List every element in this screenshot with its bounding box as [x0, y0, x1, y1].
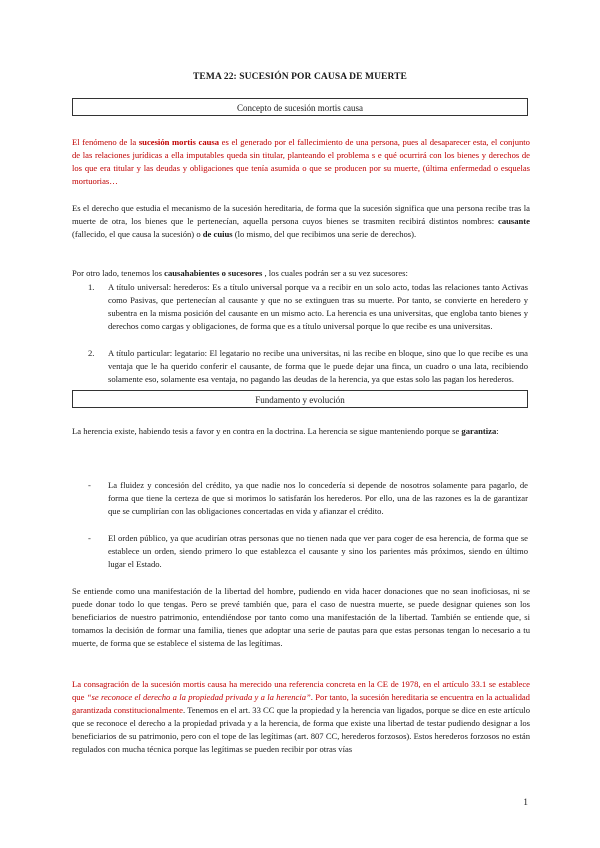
text-run: Por otro lado, tenemos los [72, 268, 165, 278]
list-number: 1. [88, 282, 95, 292]
list-dash: - [88, 533, 91, 543]
paragraph-causahabientes [72, 267, 530, 280]
text-run: es el generado por el fallecimiento de una persona, pues al desaparecer esta, el conjunto de las relaciones jurídicas a ella imputables queda sin titular, planteando el problema s e qué ocurrirá con los bienes y derechos de los que era titular y las deudas y obligaciones que tenía asumida o que se producen por su muerte, (última enfermedad o esquelas mortuorias… [72, 137, 530, 186]
paragraph-libertad: Se entiende como una manifestación de la libertad del hombre, pudiendo en vida hacer donaciones que no sean inoficiosas, ni se puede donar todo lo que tengas. Pero se prevé también que, para el caso de nuestra muerte, se puede designar quienes son los beneficiarios de nuestro patrimonio, entendiéndose por tanto como una manifestación de la libertad. También se entiende que, si tomamos la decisión de formar una familia, tienes que adoptar una serie de pautas para que estas personas tengan lo necesario a tu muerte, de forma que se establece el sistema de las legítimas. [72, 586, 530, 648]
text-run: El fenómeno de la [72, 137, 139, 147]
text-run: La consagración de la sucesión mortis causa ha merecido una referencia concreta en la CE de 1978, en el artículo 33.1 se establece que [72, 679, 530, 702]
text-run: (lo mismo, del que recibimos una serie de derechos). [232, 229, 417, 239]
text-run: . Por tanto, la sucesión hereditaria se encuentra en la actualidad garantizada constitucionalmente [72, 692, 530, 715]
bold-term: garantiza [461, 426, 497, 436]
bold-term: sucesión mortis causa [138, 137, 220, 147]
bold-term: causante [498, 216, 530, 226]
text-run: . Tenemos en el art. 33 CC que la propiedad y la herencia van ligados, porque se dice en este artículo que se reconoce el derecho a la propiedad privada y a la herencia, de forma que existe una libertad de testar pudiendo designar a los beneficiarios de su patrimonio, pero con el tope de las legítimas (art. 807 CC, herederos forzosos). Estos herederos forzosos no están regulados con mucha técnica porque las legítimas se pueden recibir por otras vías [72, 705, 530, 754]
section-heading-fundamento: Fundamento y evolución [72, 390, 528, 408]
paragraph-consagracion [72, 678, 530, 756]
text-run: : [496, 426, 499, 436]
section-heading-concepto: Concepto de sucesión mortis causa [72, 98, 528, 116]
bold-term: de cuius [202, 229, 233, 239]
paragraph-mortis-causa [72, 136, 530, 188]
text-run: Es el derecho que estudia el mecanismo de la sucesión hereditaria, de forma que la sucesión significa que una persona recibe tras la muerte de otra, los bienes que le pertenecían, aquella persona cuyos bienes se trasmiten recibirá distintos nombres: [72, 203, 530, 226]
page-number: 1 [523, 798, 528, 808]
list-text: A título universal: herederos: Es a título universal porque va a recibir en un solo acto, todas las relaciones tanto Activas como Pasivas, que pertenecían al causante y que no se extinguen tras su muerte. Por tanto, se convierte en heredero y subentra en la misma posición del causante en un mismo acto. La herencia es una universitas, que engloba tanto bienes y derechos como cargas y obligaciones, de forma que es a título universal porque lo que recibe es una universitas. [108, 282, 528, 331]
text-run: , los cuales podrán ser a su vez sucesores: [262, 268, 408, 278]
text-run: (fallecido, el que causa la sucesión) o [72, 229, 203, 239]
paragraph-herencia-existe [72, 425, 530, 438]
document-title: TEMA 22: SUCESIÓN POR CAUSA DE MUERTE [193, 72, 407, 82]
quote-text: “se reconoce el derecho a la propiedad privada y a la herencia” [86, 692, 311, 702]
bold-term: causahabientes o sucesores [164, 268, 263, 278]
list-text: La fluidez y concesión del crédito, ya que nadie nos lo concedería si depende de nosotros solamente para pagarlo, de forma que tiene la certeza de que si morimos lo satisfarán los herederos. Por ello, una de las razones es la de garantizar que se cumplirían con las obligaciones concertadas en vida y afianzar el crédito. [108, 480, 528, 516]
list-number: 2. [88, 348, 95, 358]
list-dash: - [88, 480, 91, 490]
paragraph-derecho-sucesion [72, 202, 530, 241]
list-text: El orden público, ya que acudirían otras personas que no tienen nada que ver para coger de esa herencia, de forma que se establece un orden, siendo primero lo que establezca el causante y sino los parientes más próximos, siendo en último lugar el Estado. [108, 533, 528, 569]
text-run: La herencia existe, habiendo tesis a favor y en contra en la doctrina. La herencia se sigue manteniendo porque se [72, 426, 462, 436]
list-text: A título particular: legatario: El legatario no recibe una universitas, ni las recibe en bloque, sino que lo que recibe es una ventaja que le ha querido conferir el causante, de forma que le puede dejar una finca, un cuadro o una lata, recibiendo solamente eso, solamente esa ventaja, no pagando las deudas de la herencia, ya que estas solo las pagan los herederos. [108, 348, 528, 384]
